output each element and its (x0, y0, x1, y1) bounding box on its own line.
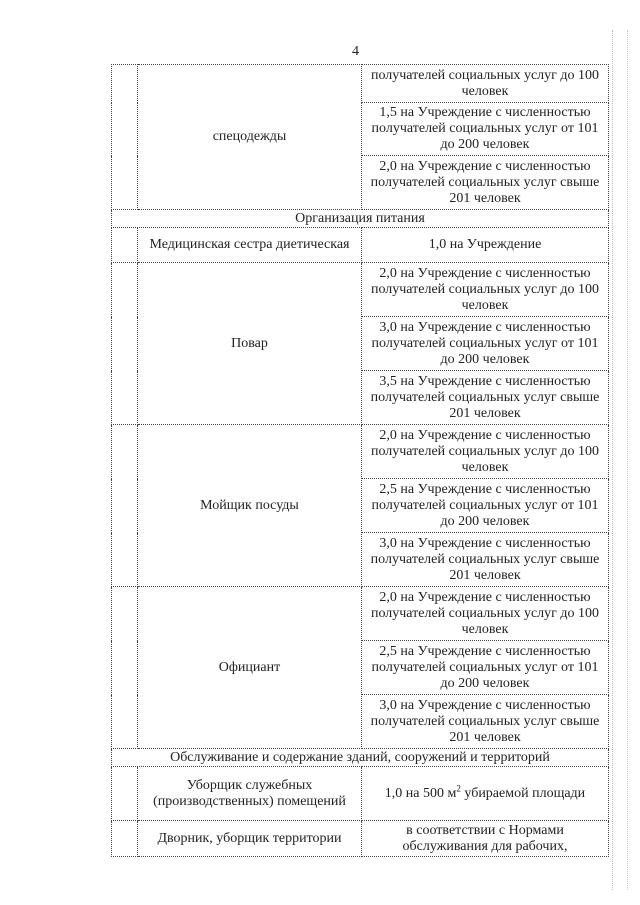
rate-cell: 1,5 на Учреждение с численностью получателей социальных услуг от 101 до 200 человек (362, 103, 609, 156)
table-row (112, 65, 609, 103)
rate-cell: 2,0 на Учреждение с численностью получателей социальных услуг свыше 201 человек (362, 156, 609, 210)
page-number: 4 (352, 44, 359, 59)
number-cell (112, 425, 138, 587)
section-row (112, 749, 609, 767)
rate-cell: 3,5 на Учреждение с численностью получателей социальных услуг свыше 201 человек (362, 371, 609, 425)
position-cell: Дворник, уборщик территории (138, 821, 362, 857)
number-cell (112, 587, 138, 749)
position-cell: Мойщик посуды (138, 425, 362, 587)
number-cell (112, 228, 138, 263)
number-cell (112, 263, 138, 425)
rate-cell: 3,0 на Учреждение с численностью получателей социальных услуг от 101 до 200 человек (362, 317, 609, 371)
rate-cell: 2,0 на Учреждение с численностью получателей социальных услуг до 100 человек (362, 587, 609, 641)
rate-cell: в соответствии с Нормами обслуживания для рабочих, (362, 821, 609, 857)
rate-cell (362, 767, 609, 821)
position-cell: Официант (138, 587, 362, 749)
table-row (112, 228, 609, 263)
rate-cell: 3,0 на Учреждение с численностью получателей социальных услуг свыше 201 человек (362, 533, 609, 587)
rate-text: 1,0 на 500 м (384, 785, 457, 801)
number-cell (112, 767, 138, 821)
rate-superscript: 2 (456, 782, 461, 793)
rate-cell: 2,0 на Учреждение с численностью получателей социальных услуг до 100 человек (362, 263, 609, 317)
table-row (112, 821, 609, 857)
rate-cell: 2,0 на Учреждение с численностью получателей социальных услуг до 100 человек (362, 425, 609, 479)
scan-edge (612, 30, 628, 890)
table-row (112, 425, 609, 479)
position-cell: Уборщик служебных (производственных) помещений (138, 767, 362, 821)
position-cell: Медицинская сестра диетическая (138, 228, 362, 263)
staffing-table (111, 64, 609, 857)
position-cell: спецодежды (138, 65, 362, 210)
rate-cell: 1,0 на Учреждение (362, 228, 609, 263)
number-cell (112, 65, 138, 210)
rate-cell: 3,0 на Учреждение с численностью получателей социальных услуг свыше 201 человек (362, 695, 609, 749)
rate-cell: 2,5 на Учреждение с численностью получателей социальных услуг от 101 до 200 человек (362, 479, 609, 533)
table-row (112, 767, 609, 821)
section-heading: Обслуживание и содержание зданий, сооружений и территорий (112, 749, 609, 767)
rate-cell: 2,5 на Учреждение с численностью получателей социальных услуг от 101 до 200 человек (362, 641, 609, 695)
position-cell: Повар (138, 263, 362, 425)
rate-text-suffix: убираемой площади (460, 785, 586, 801)
number-cell (112, 821, 138, 857)
section-row (112, 210, 609, 228)
table-row (112, 263, 609, 317)
table-row (112, 587, 609, 641)
section-heading: Организация питания (112, 210, 609, 228)
rate-cell: получателей социальных услуг до 100 человек (362, 65, 609, 103)
